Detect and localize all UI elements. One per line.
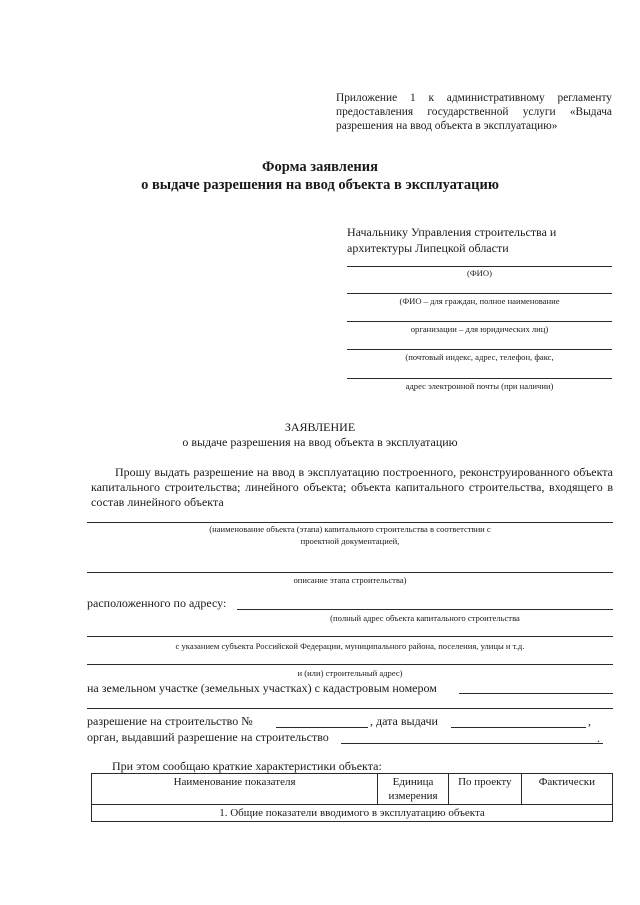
separator-line (87, 708, 613, 709)
cadastral-number-line[interactable] (459, 693, 613, 694)
issuing-organ-line[interactable] (341, 743, 603, 744)
addressee-line1: Начальнику Управления строительства и (347, 225, 557, 239)
header-by-project: По проекту (448, 774, 521, 805)
stage-line[interactable] (87, 572, 613, 573)
header-unit: Единица измерения (378, 774, 449, 805)
header-actual: Фактически (521, 774, 612, 805)
postal-line[interactable] (347, 349, 612, 350)
fio-full-caption: (ФИО – для граждан, полное наименование (399, 296, 560, 306)
form-title-line1: Форма заявления (262, 159, 378, 175)
address-caption-full: (полный адрес объекта капитального строительства (330, 613, 520, 623)
table-section-row (92, 805, 613, 822)
email-line[interactable] (347, 378, 612, 379)
permit-date-label: , дата выдачи (370, 714, 438, 728)
address-line[interactable] (237, 609, 613, 610)
address-caption-or: и (или) строительный адрес) (297, 668, 403, 678)
characteristics-table (91, 773, 613, 822)
postal-caption: (почтовый индекс, адрес, телефон, факс, (405, 352, 554, 362)
address-line-3[interactable] (87, 664, 613, 665)
fio-caption: (ФИО) (467, 268, 492, 278)
object-name-line[interactable] (87, 522, 613, 523)
appendix-note: Приложение 1 к административному регламенту предоставления государственной услуги «Выдача разрешения на ввод объекта в эксплуатацию» (336, 92, 612, 132)
addressee-line2: архитектуры Липецкой области (347, 241, 509, 255)
header-indicator: Наименование показателя (92, 774, 378, 805)
issuing-organ-dot: . (597, 731, 600, 745)
permit-label: разрешение на строительство № (87, 714, 253, 728)
characteristics-intro: При этом сообщаю краткие характеристики объекта: (112, 759, 382, 773)
stage-caption: описание этапа строительства) (293, 575, 407, 585)
org-line[interactable] (347, 321, 612, 322)
address-caption-subject: с указанием субъекта Российской Федерации, муниципального района, поселения, улицы и т.д. (175, 641, 525, 651)
statement-subtitle: о выдаче разрешения на ввод объекта в эксплуатацию (182, 435, 458, 449)
address-label: расположенного по адресу: (87, 596, 227, 610)
fio-line[interactable] (347, 266, 612, 267)
address-line-2[interactable] (87, 636, 613, 637)
email-caption: адрес электронной почты (при наличии) (405, 381, 554, 391)
form-title-line2: о выдаче разрешения на ввод объекта в эксплуатацию (141, 177, 499, 193)
object-name-caption-1: (наименование объекта (этапа) капитального строительства в соответствии с (209, 524, 491, 534)
addressee-block (347, 224, 613, 256)
object-name-caption-2: проектной документацией, (300, 536, 400, 546)
statement-title: ЗАЯВЛЕНИЕ (284, 420, 356, 434)
permit-date-line[interactable] (451, 727, 586, 728)
table-header-row (92, 774, 613, 805)
land-label: на земельном участке (земельных участках) с кадастровым номером (87, 681, 437, 695)
issuing-organ-label: орган, выдавший разрешение на строительство (87, 730, 329, 744)
section-general-indicators: 1. Общие показатели вводимого в эксплуатацию объекта (92, 805, 613, 822)
request-paragraph: Прошу выдать разрешение на ввод в эксплуатацию построенного, реконструированного объекта капитального строительства; линейного объекта; объекта капитального строительства, входящего в состав линейного объекта (91, 465, 613, 509)
permit-comma: , (588, 714, 591, 728)
org-caption: организации – для юридических лиц) (410, 324, 549, 334)
permit-number-line[interactable] (276, 727, 368, 728)
fio-full-line[interactable] (347, 293, 612, 294)
